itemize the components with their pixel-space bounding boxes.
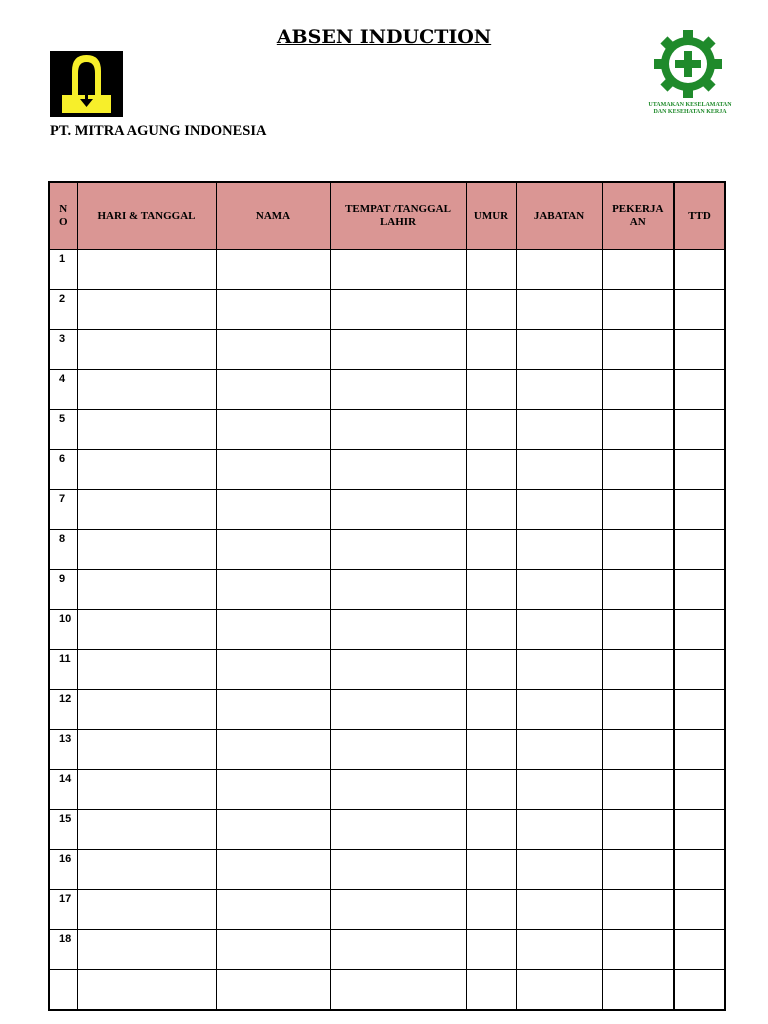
cell-nama[interactable] <box>216 930 330 970</box>
cell-hari-tanggal[interactable] <box>77 690 216 730</box>
table-row <box>49 570 725 610</box>
cell-nama[interactable] <box>216 690 330 730</box>
header-nama: NAMA <box>216 182 330 250</box>
table-header-row <box>49 182 725 250</box>
cell-umur[interactable] <box>466 570 516 610</box>
cell-pekerjaan[interactable] <box>602 810 674 850</box>
table-row <box>49 850 725 890</box>
cell-ttd[interactable] <box>674 410 725 450</box>
cell-umur[interactable] <box>466 930 516 970</box>
cell-tempat-tanggal-lahir[interactable] <box>330 930 466 970</box>
cell-pekerjaan[interactable] <box>602 930 674 970</box>
row-number: 13 <box>49 730 77 770</box>
cell-ttd[interactable] <box>674 730 725 770</box>
company-logo <box>50 51 123 117</box>
cell-ttd[interactable] <box>674 770 725 810</box>
cell-hari-tanggal[interactable] <box>77 970 216 1011</box>
cell-umur[interactable] <box>466 610 516 650</box>
cell-ttd[interactable] <box>674 690 725 730</box>
table-row <box>49 450 725 490</box>
cell-umur[interactable] <box>466 530 516 570</box>
cell-umur[interactable] <box>466 490 516 530</box>
cell-nama[interactable] <box>216 250 330 290</box>
row-number: 16 <box>49 850 77 890</box>
cell-hari-tanggal[interactable] <box>77 330 216 370</box>
cell-tempat-tanggal-lahir[interactable] <box>330 490 466 530</box>
table-row <box>49 250 725 290</box>
cell-ttd[interactable] <box>674 370 725 410</box>
table-row <box>49 650 725 690</box>
cell-ttd[interactable] <box>674 570 725 610</box>
attendance-table <box>48 181 726 1011</box>
table-row <box>49 730 725 770</box>
cell-tempat-tanggal-lahir[interactable] <box>330 810 466 850</box>
header-pekerjaan: PEKERJA AN <box>602 182 674 250</box>
k3-logo-text-2: DAN KESEHATAN KERJA <box>653 109 727 115</box>
cell-jabatan[interactable] <box>516 570 602 610</box>
cell-jabatan[interactable] <box>516 970 602 1011</box>
table-row <box>49 490 725 530</box>
cell-ttd[interactable] <box>674 890 725 930</box>
k3-safety-logo <box>640 30 740 116</box>
cell-jabatan[interactable] <box>516 490 602 530</box>
cell-tempat-tanggal-lahir[interactable] <box>330 890 466 930</box>
cell-jabatan[interactable] <box>516 650 602 690</box>
cell-ttd[interactable] <box>674 850 725 890</box>
cell-jabatan[interactable] <box>516 610 602 650</box>
cell-hari-tanggal[interactable] <box>77 570 216 610</box>
cell-nama[interactable] <box>216 410 330 450</box>
header-ttd: TTD <box>674 182 725 250</box>
cell-jabatan[interactable] <box>516 290 602 330</box>
cell-pekerjaan[interactable] <box>602 690 674 730</box>
cell-tempat-tanggal-lahir[interactable] <box>330 770 466 810</box>
cell-hari-tanggal[interactable] <box>77 250 216 290</box>
cell-nama[interactable] <box>216 890 330 930</box>
cell-tempat-tanggal-lahir[interactable] <box>330 370 466 410</box>
cell-nama[interactable] <box>216 290 330 330</box>
row-number: 6 <box>49 450 77 490</box>
cell-tempat-tanggal-lahir[interactable] <box>330 570 466 610</box>
cell-umur[interactable] <box>466 250 516 290</box>
cell-tempat-tanggal-lahir[interactable] <box>330 690 466 730</box>
header-hari-tanggal: HARI & TANGGAL <box>77 182 216 250</box>
cell-hari-tanggal[interactable] <box>77 410 216 450</box>
cell-pekerjaan[interactable] <box>602 610 674 650</box>
cell-tempat-tanggal-lahir[interactable] <box>330 970 466 1011</box>
cell-pekerjaan[interactable] <box>602 970 674 1011</box>
cell-umur[interactable] <box>466 450 516 490</box>
cell-tempat-tanggal-lahir[interactable] <box>330 450 466 490</box>
cell-umur[interactable] <box>466 370 516 410</box>
table-row <box>49 290 725 330</box>
cell-pekerjaan[interactable] <box>602 410 674 450</box>
cell-hari-tanggal[interactable] <box>77 810 216 850</box>
document-title: ABSEN INDUCTION <box>276 26 492 48</box>
cell-pekerjaan[interactable] <box>602 890 674 930</box>
cell-nama[interactable] <box>216 370 330 410</box>
cell-tempat-tanggal-lahir[interactable] <box>330 850 466 890</box>
header-jabatan: JABATAN <box>516 182 602 250</box>
cell-nama[interactable] <box>216 610 330 650</box>
cell-jabatan[interactable] <box>516 370 602 410</box>
row-number: 14 <box>49 770 77 810</box>
cell-tempat-tanggal-lahir[interactable] <box>330 530 466 570</box>
cell-jabatan[interactable] <box>516 810 602 850</box>
table-row <box>49 810 725 850</box>
row-number: 5 <box>49 410 77 450</box>
cell-tempat-tanggal-lahir[interactable] <box>330 730 466 770</box>
cell-ttd[interactable] <box>674 530 725 570</box>
table-row <box>49 690 725 730</box>
cell-umur[interactable] <box>466 330 516 370</box>
cell-ttd[interactable] <box>674 810 725 850</box>
cell-nama[interactable] <box>216 530 330 570</box>
row-number: 3 <box>49 330 77 370</box>
table-row <box>49 610 725 650</box>
cell-ttd[interactable] <box>674 450 725 490</box>
cell-ttd[interactable] <box>674 330 725 370</box>
table-row <box>49 930 725 970</box>
cell-jabatan[interactable] <box>516 690 602 730</box>
table-row <box>49 890 725 930</box>
cell-umur[interactable] <box>466 770 516 810</box>
cell-jabatan[interactable] <box>516 890 602 930</box>
cell-jabatan[interactable] <box>516 730 602 770</box>
cell-ttd[interactable] <box>674 610 725 650</box>
company-name: PT. MITRA AGUNG INDONESIA <box>50 123 267 139</box>
cell-hari-tanggal[interactable] <box>77 290 216 330</box>
row-number: 2 <box>49 290 77 330</box>
cell-ttd[interactable] <box>674 250 725 290</box>
cell-umur[interactable] <box>466 410 516 450</box>
row-number: 15 <box>49 810 77 850</box>
row-number: 17 <box>49 890 77 930</box>
cell-tempat-tanggal-lahir[interactable] <box>330 330 466 370</box>
cell-nama[interactable] <box>216 730 330 770</box>
row-number: 9 <box>49 570 77 610</box>
row-number: 10 <box>49 610 77 650</box>
cell-umur[interactable] <box>466 970 516 1011</box>
cell-nama[interactable] <box>216 570 330 610</box>
table-row <box>49 330 725 370</box>
cell-jabatan[interactable] <box>516 930 602 970</box>
cell-ttd[interactable] <box>674 970 725 1011</box>
cell-nama[interactable] <box>216 490 330 530</box>
cell-hari-tanggal[interactable] <box>77 850 216 890</box>
cell-jabatan[interactable] <box>516 410 602 450</box>
cell-tempat-tanggal-lahir[interactable] <box>330 290 466 330</box>
cell-hari-tanggal[interactable] <box>77 770 216 810</box>
cell-umur[interactable] <box>466 810 516 850</box>
cell-umur[interactable] <box>466 650 516 690</box>
cell-hari-tanggal[interactable] <box>77 370 216 410</box>
cell-hari-tanggal[interactable] <box>77 650 216 690</box>
cell-pekerjaan[interactable] <box>602 490 674 530</box>
table-row <box>49 410 725 450</box>
cell-pekerjaan[interactable] <box>602 570 674 610</box>
cell-jabatan[interactable] <box>516 450 602 490</box>
header-tempat-tanggal-lahir: TEMPAT /TANGGAL LAHIR <box>330 182 466 250</box>
cell-nama[interactable] <box>216 650 330 690</box>
cell-hari-tanggal[interactable] <box>77 730 216 770</box>
cell-nama[interactable] <box>216 330 330 370</box>
cell-nama[interactable] <box>216 450 330 490</box>
cell-pekerjaan[interactable] <box>602 850 674 890</box>
cell-ttd[interactable] <box>674 650 725 690</box>
cell-umur[interactable] <box>466 890 516 930</box>
cell-pekerjaan[interactable] <box>602 370 674 410</box>
cell-jabatan[interactable] <box>516 250 602 290</box>
cell-hari-tanggal[interactable] <box>77 890 216 930</box>
cell-hari-tanggal[interactable] <box>77 530 216 570</box>
cell-pekerjaan[interactable] <box>602 770 674 810</box>
row-number <box>49 970 77 1011</box>
cell-tempat-tanggal-lahir[interactable] <box>330 610 466 650</box>
table-row <box>49 970 725 1011</box>
cell-ttd[interactable] <box>674 490 725 530</box>
row-number: 4 <box>49 370 77 410</box>
cell-umur[interactable] <box>466 690 516 730</box>
cell-pekerjaan[interactable] <box>602 530 674 570</box>
cell-pekerjaan[interactable] <box>602 650 674 690</box>
table-row <box>49 370 725 410</box>
row-number: 7 <box>49 490 77 530</box>
cell-tempat-tanggal-lahir[interactable] <box>330 250 466 290</box>
cell-pekerjaan[interactable] <box>602 250 674 290</box>
cell-hari-tanggal[interactable] <box>77 610 216 650</box>
cell-umur[interactable] <box>466 850 516 890</box>
header-no: N O <box>49 182 77 250</box>
cell-pekerjaan[interactable] <box>602 450 674 490</box>
cell-umur[interactable] <box>466 290 516 330</box>
cell-tempat-tanggal-lahir[interactable] <box>330 650 466 690</box>
row-number: 1 <box>49 250 77 290</box>
cell-hari-tanggal[interactable] <box>77 930 216 970</box>
cell-jabatan[interactable] <box>516 330 602 370</box>
header-umur: UMUR <box>466 182 516 250</box>
table-row <box>49 770 725 810</box>
k3-logo-text-1: UTAMAKAN KESELAMATAN <box>648 102 732 108</box>
cell-tempat-tanggal-lahir[interactable] <box>330 410 466 450</box>
cell-nama[interactable] <box>216 970 330 1011</box>
cell-umur[interactable] <box>466 730 516 770</box>
cell-hari-tanggal[interactable] <box>77 490 216 530</box>
cell-pekerjaan[interactable] <box>602 330 674 370</box>
cell-pekerjaan[interactable] <box>602 290 674 330</box>
row-number: 12 <box>49 690 77 730</box>
cell-nama[interactable] <box>216 770 330 810</box>
cell-ttd[interactable] <box>674 930 725 970</box>
cell-nama[interactable] <box>216 850 330 890</box>
cell-ttd[interactable] <box>674 290 725 330</box>
row-number: 8 <box>49 530 77 570</box>
cell-pekerjaan[interactable] <box>602 730 674 770</box>
table-row <box>49 530 725 570</box>
cell-jabatan[interactable] <box>516 530 602 570</box>
cell-hari-tanggal[interactable] <box>77 450 216 490</box>
row-number: 18 <box>49 930 77 970</box>
cell-jabatan[interactable] <box>516 850 602 890</box>
row-number: 11 <box>49 650 77 690</box>
cell-jabatan[interactable] <box>516 770 602 810</box>
cell-nama[interactable] <box>216 810 330 850</box>
